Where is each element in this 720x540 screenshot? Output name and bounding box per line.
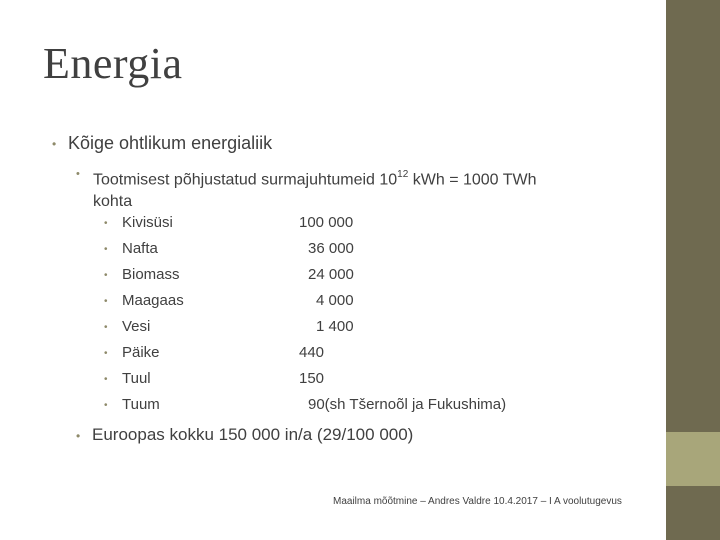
bullet-icon: • <box>104 218 108 229</box>
item-name: Kivisüsi <box>122 214 173 231</box>
decorative-side-accent <box>666 432 720 486</box>
level1b-text: Euroopas kokku 150 000 in/a (29/100 000) <box>92 425 414 444</box>
level2-text-part: Tootmisest põhjustatud surmajuhtumeid 10 <box>93 171 398 189</box>
item-value: 36 000 <box>308 240 354 257</box>
item-value: 150 <box>299 370 325 387</box>
bullet-icon: • <box>104 348 108 359</box>
bullet-icon: • <box>76 429 81 443</box>
item-value: 90(sh Tšernoõl ja Fukushima) <box>308 396 507 413</box>
bullet-icon: • <box>104 400 108 411</box>
level2-text <box>93 165 537 213</box>
item-name: Nafta <box>122 240 158 257</box>
item-name: Tuum <box>122 396 160 413</box>
bullet-icon: • <box>104 244 108 255</box>
slide-title: Energia <box>43 39 183 88</box>
item-name: Päike <box>122 344 160 361</box>
bullet-icon: • <box>76 168 80 180</box>
item-name: Biomass <box>122 266 180 283</box>
slide-footer: Maailma mõõtmine – Andres Valdre 10.4.2017 – I A voolutugevus <box>333 496 622 507</box>
item-name: Vesi <box>122 318 151 335</box>
bullet-icon: • <box>104 322 108 333</box>
exponent: 12 <box>397 169 409 180</box>
bullet-icon: • <box>52 137 57 151</box>
bullet-icon: • <box>104 296 108 307</box>
item-value: 100 000 <box>299 214 354 231</box>
level2-text-part: kWh = 1000 TWh <box>408 171 537 189</box>
item-name: Tuul <box>122 370 151 387</box>
item-name: Maagaas <box>122 292 184 309</box>
level2-text-part: kohta <box>93 193 133 211</box>
item-value: 4 000 <box>316 292 354 309</box>
item-value: 440 <box>299 344 325 361</box>
level1-text: Kõige ohtlikum energialiik <box>68 133 273 153</box>
item-value: 24 000 <box>308 266 354 283</box>
bullet-icon: • <box>104 270 108 281</box>
item-value: 1 400 <box>316 318 354 335</box>
bullet-icon: • <box>104 374 108 385</box>
